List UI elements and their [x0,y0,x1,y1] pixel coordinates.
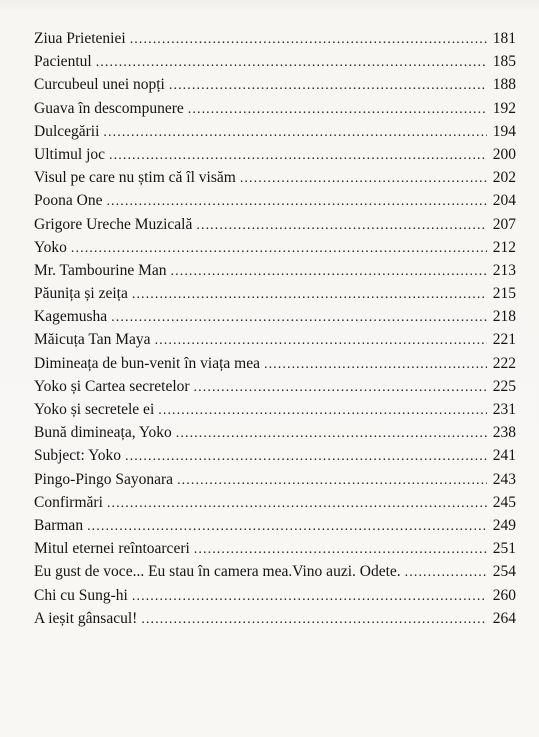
entry-title: Yoko și secretele ei [34,401,155,418]
entry-page-number: 241 [492,447,516,465]
table-of-contents [34,27,516,630]
dot-leader [132,283,487,306]
entry-title: A ieșit gânsacul! [34,609,138,627]
entry-page-number: 225 [492,377,516,395]
entry-page-number: 251 [492,540,516,558]
entry-page-number: 264 [492,609,516,627]
entry-title: Yoko [34,238,67,256]
dot-leader [176,422,487,445]
toc-entry [34,143,516,166]
entry-title: Kagemusha [34,308,108,326]
entry-page-number: 212 [492,238,516,256]
entry-page-number: 181 [492,30,516,47]
dot-leader [188,98,487,121]
toc-entry [34,50,516,73]
entry-page-number: 254 [492,563,516,581]
entry-page-number: 202 [492,169,516,187]
dot-leader [130,28,487,51]
toc-entry [34,236,516,259]
entry-page-number: 204 [492,192,516,210]
entry-page-number: 238 [492,424,516,442]
entry-title: Ziua Prieteniei [34,30,126,47]
dot-leader [96,51,487,74]
toc-entry [34,259,516,282]
toc-entry [34,375,516,398]
toc-entry [34,421,516,444]
toc-entry [34,491,516,514]
entry-page-number: 215 [492,285,516,303]
entry-title: Confirmări [34,493,103,511]
dot-leader [177,469,487,492]
toc-entry [34,468,516,491]
toc-entry [34,444,516,467]
dot-leader [132,585,487,608]
dot-leader [405,561,487,584]
dot-leader [194,538,487,561]
entry-title: Guava în descompunere [34,99,184,117]
toc-entry [34,120,516,143]
toc-entry [34,282,516,305]
dot-leader [71,237,487,260]
entry-page-number: 245 [492,493,516,511]
dot-leader [196,214,487,237]
toc-entry [34,97,516,120]
entry-title: Eu gust de voce... Eu stau în camera mea.Vino auzi. Odete. [34,563,401,581]
toc-entry [34,352,516,375]
entry-page-number: 213 [492,261,516,279]
dot-leader [240,167,487,190]
dot-leader [155,329,487,352]
toc-entry [34,398,516,421]
dot-leader [106,190,487,213]
entry-title: Subject: Yoko [34,447,121,465]
toc-entry [34,514,516,537]
entry-page-number: 185 [492,53,516,71]
entry-title: Grigore Ureche Muzicală [34,215,193,233]
dot-leader [171,260,487,283]
dot-leader [87,515,487,538]
dot-leader [158,399,487,422]
entry-page-number: 194 [492,122,516,140]
entry-title: Bună dimineața, Yoko [34,424,172,442]
dot-leader [194,376,487,399]
entry-title: Dimineața de bun-venit în viața mea [34,354,260,372]
toc-entry [34,27,516,50]
entry-title: Visul pe care nu știm că îl visăm [34,169,236,187]
entry-title: Chi cu Sung-hi [34,586,128,604]
toc-entry [34,560,516,583]
dot-leader [125,445,487,468]
dot-leader [103,121,487,144]
entry-title: Păunița și zeița [34,285,128,303]
entry-page-number: 260 [492,586,516,604]
entry-page-number: 218 [492,308,516,326]
entry-page-number: 249 [492,516,516,534]
entry-title: Măicuța Tan Maya [34,331,151,349]
entry-page-number: 188 [492,76,516,94]
dot-leader [109,144,487,167]
dot-leader [141,608,487,631]
toc-entry [34,73,516,96]
entry-title: Dulcegării [34,122,100,140]
toc-entry [34,584,516,607]
dot-leader [169,74,487,97]
dot-leader [111,306,487,329]
entry-title: Ultimul joc [34,145,106,163]
dot-leader [264,353,487,376]
entry-page-number: 200 [492,145,516,163]
entry-page-number: 207 [492,215,516,233]
entry-title: Mitul eternei reîntoarceri [34,540,190,558]
toc-entry [34,607,516,630]
entry-page-number: 221 [492,331,516,349]
entry-page-number: 231 [492,401,516,418]
toc-entry [34,213,516,236]
entry-page-number: 243 [492,470,516,488]
entry-page-number: 222 [492,354,516,372]
entry-title: Curcubeul unei nopți [34,76,165,94]
toc-entry [34,189,516,212]
toc-entry [34,328,516,351]
entry-title: Pacientul [34,53,92,71]
entry-title: Barman [34,516,84,534]
entry-page-number: 192 [492,99,516,117]
toc-entry [34,166,516,189]
toc-entry [34,537,516,560]
toc-entry [34,305,516,328]
dot-leader [107,492,487,515]
entry-title: Yoko și Cartea secretelor [34,377,190,395]
entry-title: Mr. Tambourine Man [34,261,167,279]
entry-title: Poona One [34,192,103,210]
entry-title: Pingo-Pingo Sayonara [34,470,174,488]
